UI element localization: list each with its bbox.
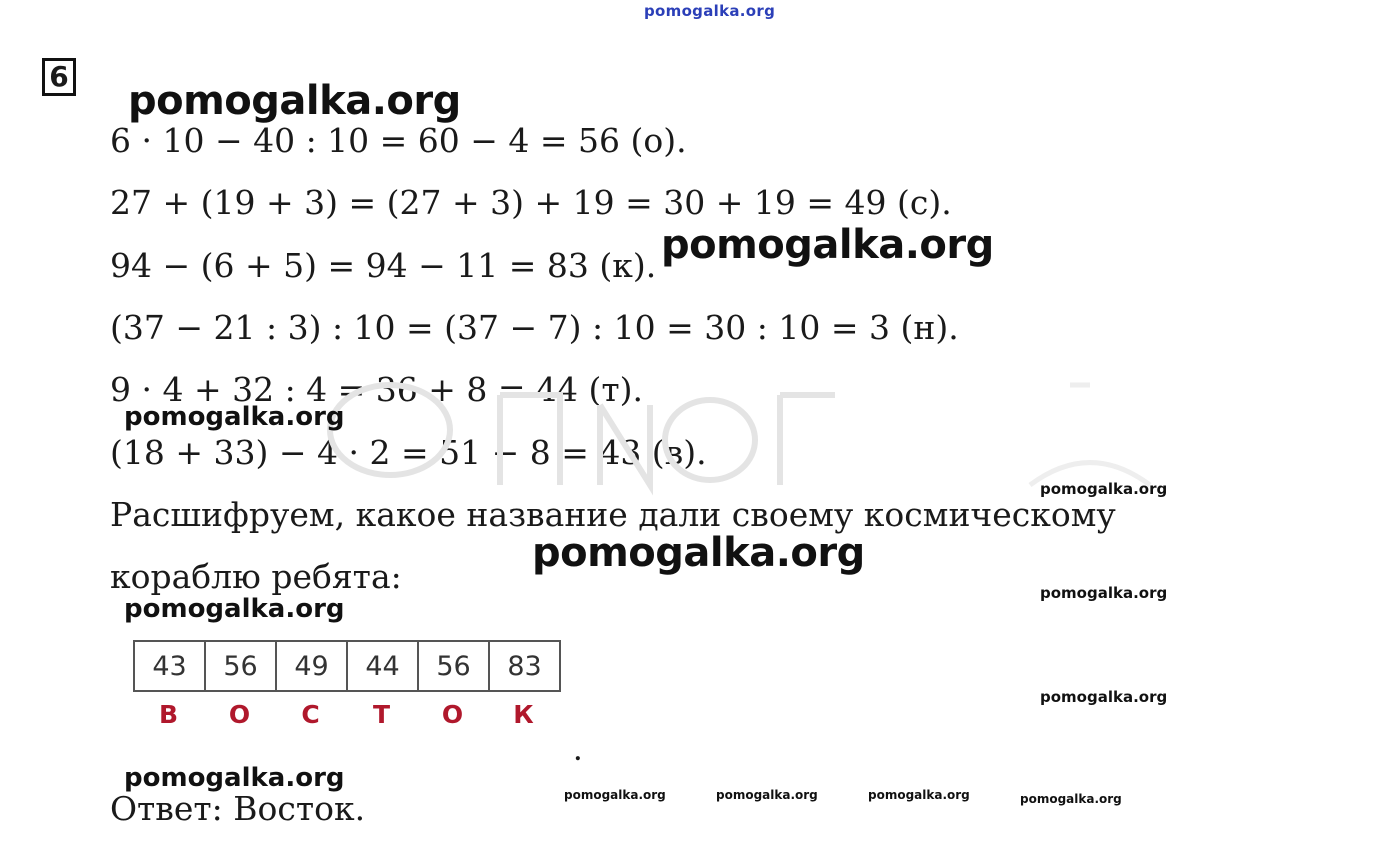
watermark: pomogalka.org [1040, 480, 1168, 498]
equation-line: (18 + 33) − 4 · 2 = 51 − 8 = 43 (в). [110, 433, 707, 472]
letter-row [133, 700, 559, 729]
table-cell: 49 [277, 642, 348, 690]
watermark: pomogalka.org [532, 530, 865, 576]
watermark: pomogalka.org [868, 788, 970, 802]
decoded-letter: О [228, 700, 251, 729]
table-cell: 56 [419, 642, 490, 690]
equation-line: 9 · 4 + 32 : 4 = 36 + 8 = 44 (т). [110, 370, 644, 409]
table-cell: 56 [206, 642, 277, 690]
table-cell: 43 [135, 642, 206, 690]
decode-text-line1: Расшифруем, какое название дали своему космическому [110, 495, 1116, 534]
equation-line: 94 − (6 + 5) = 94 − 11 = 83 (к). [110, 246, 657, 285]
decoded-letter: Т [372, 700, 391, 729]
decoded-letter: В [158, 700, 179, 729]
decoded-letter: С [301, 700, 320, 729]
watermark: pomogalka.org [564, 788, 666, 802]
equation-line: (37 − 21 : 3) : 10 = (37 − 7) : 10 = 30 : 10 = 3 (н). [110, 308, 959, 347]
watermark: pomogalka.org [124, 594, 345, 624]
top-watermark: pomogalka.org [644, 2, 776, 20]
watermark: pomogalka.org [1040, 688, 1168, 706]
number-table [133, 640, 561, 692]
task-number: 6 [42, 58, 76, 96]
decode-text-line2: кораблю ребята: [110, 557, 402, 596]
watermark: pomogalka.org [1020, 792, 1122, 806]
table-cell: 83 [507, 650, 542, 682]
watermark: pomogalka.org [124, 402, 345, 432]
decoded-letter: О [441, 700, 464, 729]
decoded-letter: К [513, 700, 534, 729]
equation-line: 27 + (19 + 3) = (27 + 3) + 19 = 30 + 19 = 49 (с). [110, 183, 952, 222]
watermark: pomogalka.org [1040, 584, 1168, 602]
watermark: pomogalka.org [124, 763, 345, 793]
watermark: pomogalka.org [128, 78, 461, 124]
watermark: pomogalka.org [661, 222, 994, 268]
watermark: pomogalka.org [716, 788, 818, 802]
answer-text: Ответ: Восток. [110, 789, 366, 828]
equation-line: 6 · 10 − 40 : 10 = 60 − 4 = 56 (о). [110, 121, 687, 160]
table-cell: 44 [348, 642, 419, 690]
stray-dot: . [574, 740, 582, 766]
